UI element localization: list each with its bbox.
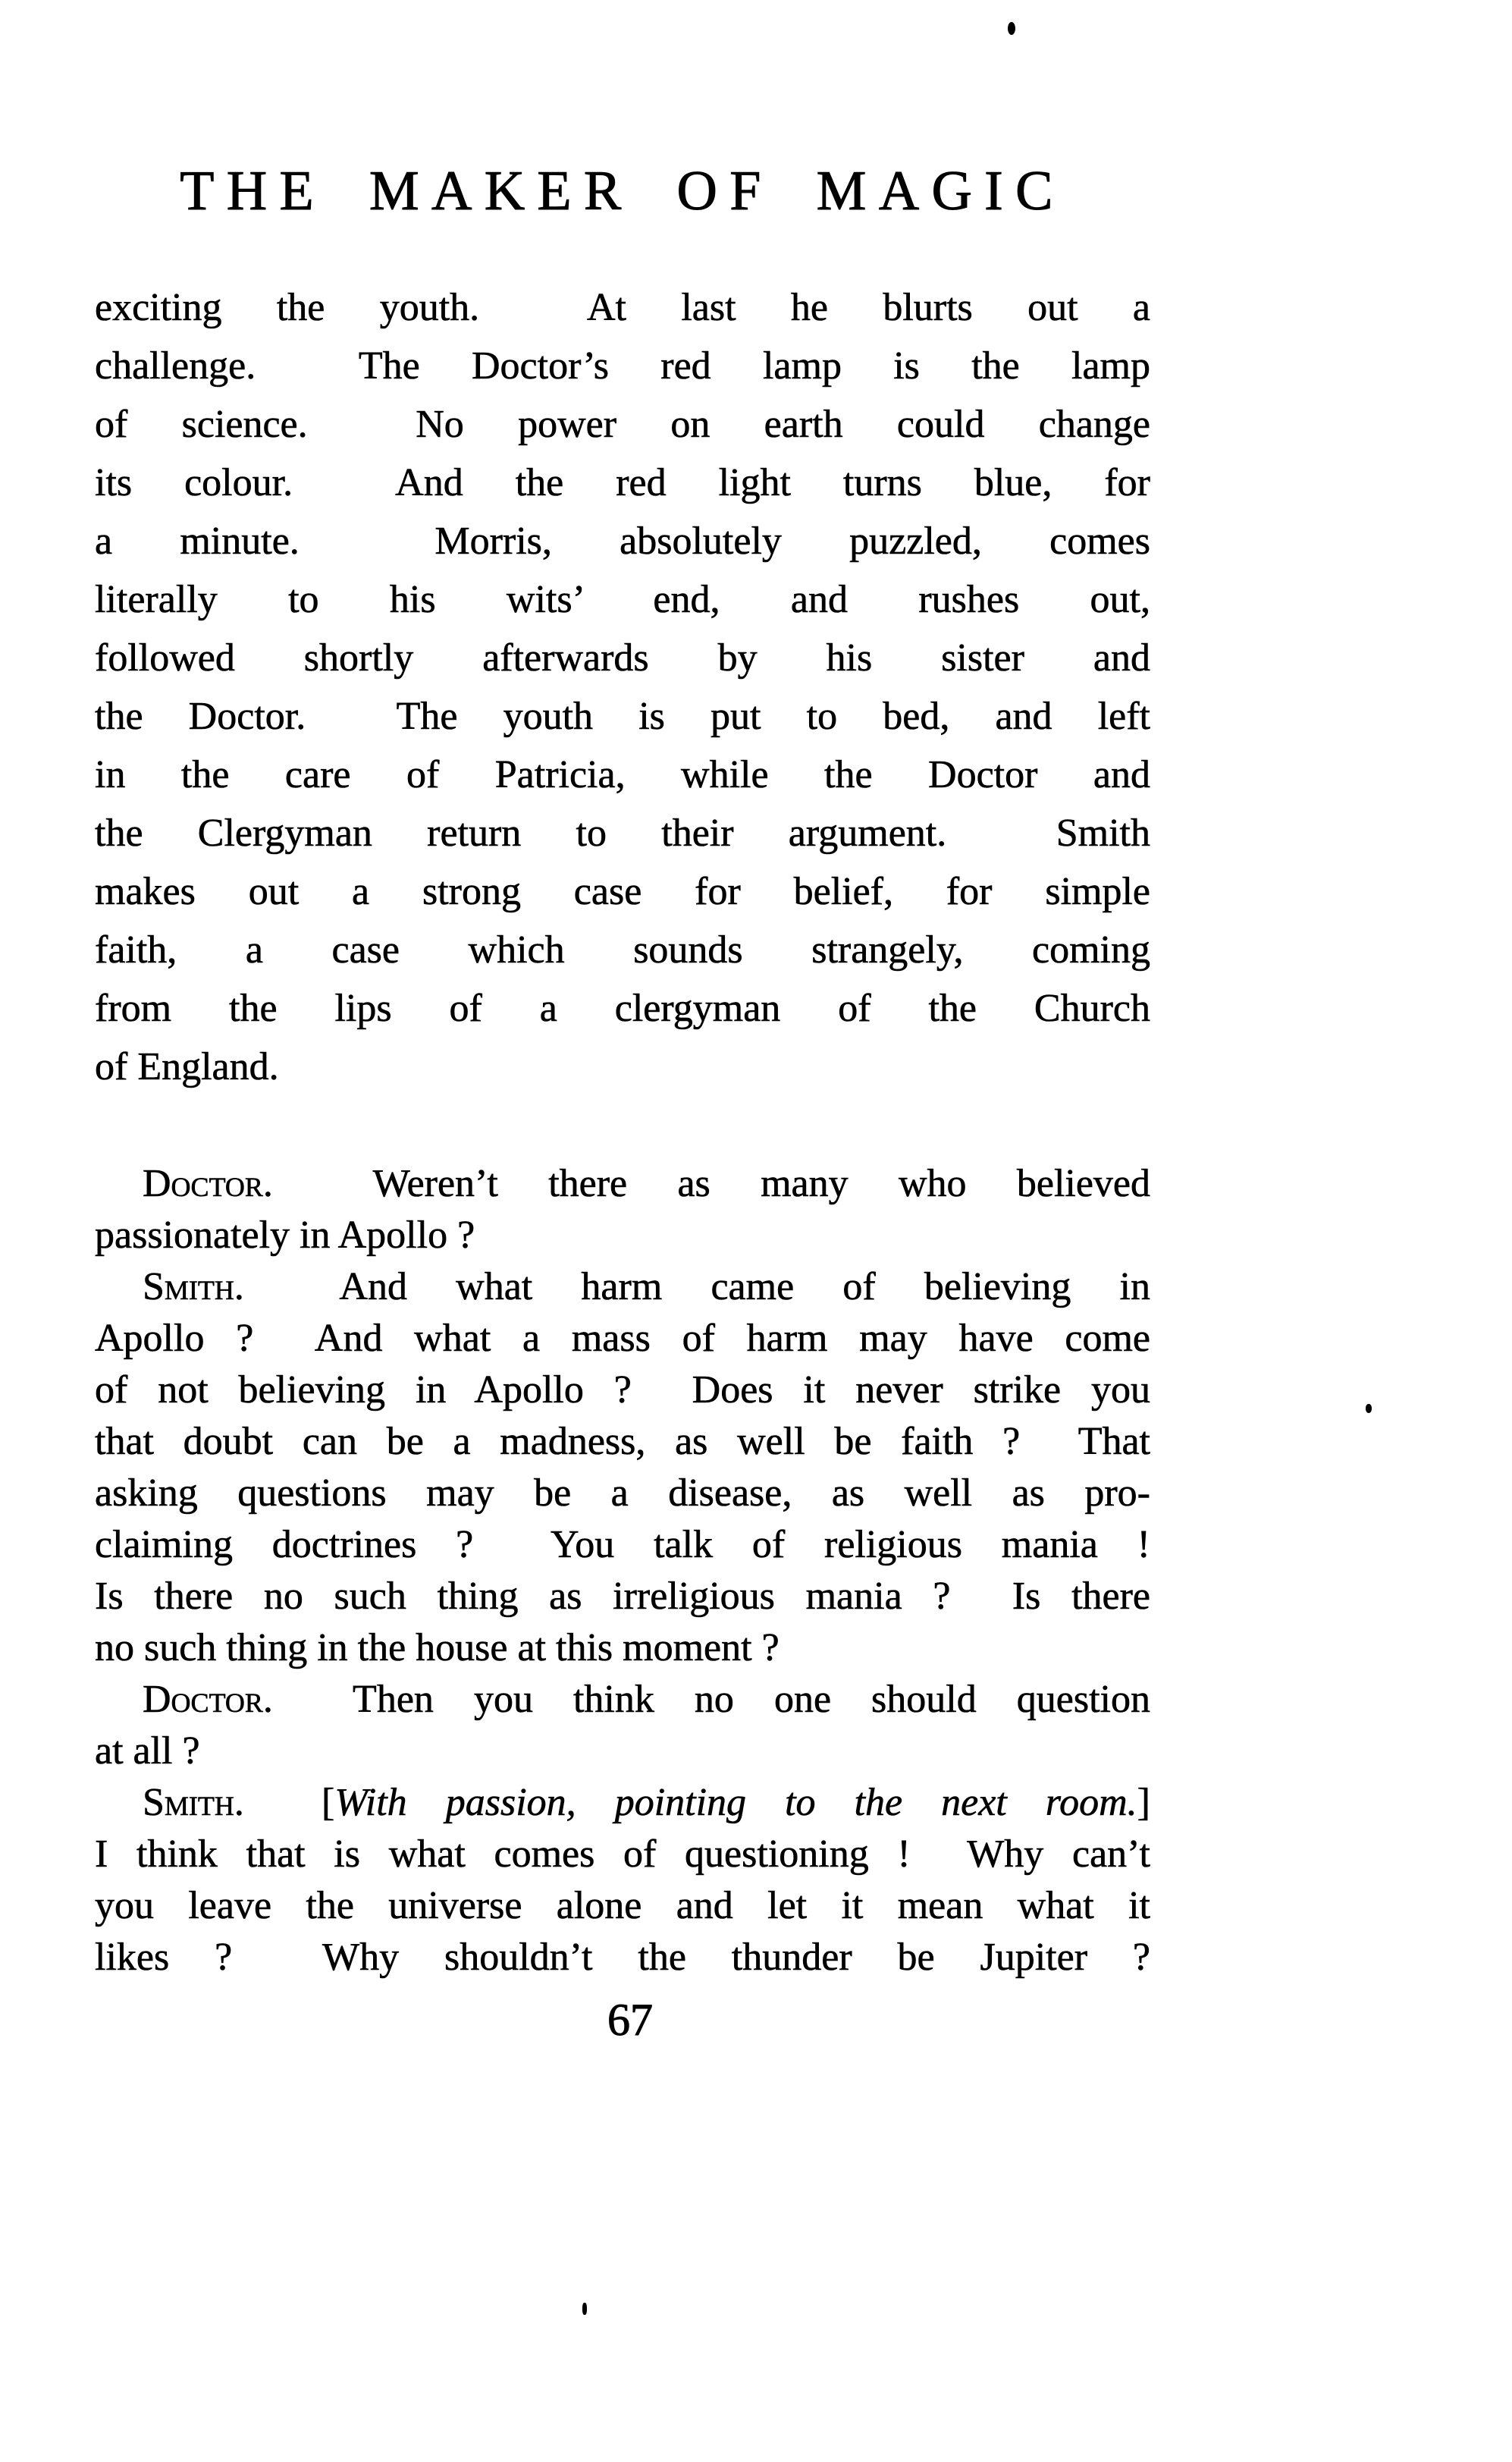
text-line (95, 1726, 1150, 1777)
text-segment: literally to his wits’ end, and rushes out, (95, 578, 1150, 621)
text-segment: Apollo ? And what a mass of harm may have come (95, 1317, 1150, 1360)
page-header-title: THE MAKER OF MAGIC (180, 160, 1065, 222)
text-segment: the Clergyman return to their argument. Smith (95, 812, 1150, 855)
text-line (95, 1880, 1150, 1932)
text-line (95, 1210, 1150, 1261)
text-segment: [ (243, 1781, 335, 1824)
text-line (95, 1416, 1150, 1468)
text-line (95, 1158, 1150, 1210)
text-line (95, 1364, 1150, 1416)
speaker-name: Smith. (143, 1265, 244, 1308)
text-line (95, 570, 1150, 629)
text-line (95, 1038, 1150, 1096)
text-segment: challenge. The Doctor’s red lamp is the lamp (95, 344, 1150, 388)
text-line (95, 1777, 1150, 1829)
text-line (95, 1674, 1150, 1726)
text-line (95, 629, 1150, 687)
speaker-name: Doctor. (143, 1162, 273, 1205)
text-segment: in the care of Patricia, while the Doctor and (95, 753, 1150, 796)
scan-speck-right (1366, 1404, 1372, 1413)
text-line (95, 1829, 1150, 1880)
text-line (95, 1571, 1150, 1622)
speaker-name: Doctor. (143, 1678, 273, 1721)
text-column (95, 0, 1150, 2046)
page-number: 67 (607, 1995, 653, 2045)
text-segment: claiming doctrines ? You talk of religious mania ! (95, 1523, 1150, 1566)
text-line (95, 804, 1150, 862)
text-line (95, 687, 1150, 746)
text-segment: of not believing in Apollo ? Does it never strike you (95, 1368, 1150, 1412)
text-line (95, 278, 1150, 337)
text-segment: that doubt can be a madness, as well be faith ? That (95, 1420, 1150, 1463)
text-line (95, 862, 1150, 921)
text-line (95, 1622, 1150, 1674)
text-segment: no such thing in the house at this moment ? (95, 1626, 780, 1669)
text-segment: Is there no such thing as irreligious mania ? Is there (95, 1575, 1150, 1618)
text-segment: I think that is what comes of questioning ! Why can’t (95, 1832, 1150, 1876)
text-line (95, 746, 1150, 804)
text-line (95, 337, 1150, 395)
text-segment: from the lips of a clergyman of the Church (95, 987, 1150, 1030)
text-segment: a minute. Morris, absolutely puzzled, comes (95, 520, 1150, 563)
text-line (95, 395, 1150, 454)
scan-speck-bottom (582, 2303, 587, 2315)
text-line (95, 1468, 1150, 1519)
synopsis-paragraph (95, 278, 1150, 1096)
text-line (95, 512, 1150, 570)
text-segment: its colour. And the red light turns blue, for (95, 461, 1150, 504)
text-segment: ] (1137, 1781, 1150, 1824)
text-segment: makes out a strong case for belief, for simple (95, 870, 1150, 913)
stage-direction: With passion, pointing to the next room. (334, 1781, 1137, 1824)
text-segment: likes ? Why shouldn’t the thunder be Jupiter ? (95, 1936, 1150, 1979)
dialogue-block (95, 1158, 1150, 1983)
text-line (95, 1261, 1150, 1313)
text-line (95, 1313, 1150, 1364)
text-segment: And what harm came of believing in (243, 1265, 1150, 1308)
text-segment: the Doctor. The youth is put to bed, and left (95, 695, 1150, 738)
text-line (95, 1932, 1150, 1983)
text-segment: asking questions may be a disease, as well as pro- (95, 1471, 1150, 1515)
speaker-name: Smith. (143, 1781, 244, 1824)
text-segment: you leave the universe alone and let it mean what it (95, 1884, 1150, 1927)
text-segment: of science. No power on earth could change (95, 403, 1150, 446)
text-segment: exciting the youth. At last he blurts out a (95, 286, 1150, 329)
text-segment: at all ? (95, 1729, 200, 1773)
text-segment: Then you think no one should question (272, 1678, 1150, 1721)
text-line (95, 1519, 1150, 1571)
text-line (95, 921, 1150, 979)
text-segment: passionately in Apollo ? (95, 1214, 475, 1257)
text-segment: followed shortly afterwards by his sister and (95, 636, 1150, 680)
text-segment: Weren’t there as many who believed (272, 1162, 1150, 1205)
text-segment: of England. (95, 1045, 279, 1088)
text-line (95, 979, 1150, 1038)
text-segment: faith, a case which sounds strangely, coming (95, 928, 1150, 972)
text-line (95, 454, 1150, 512)
